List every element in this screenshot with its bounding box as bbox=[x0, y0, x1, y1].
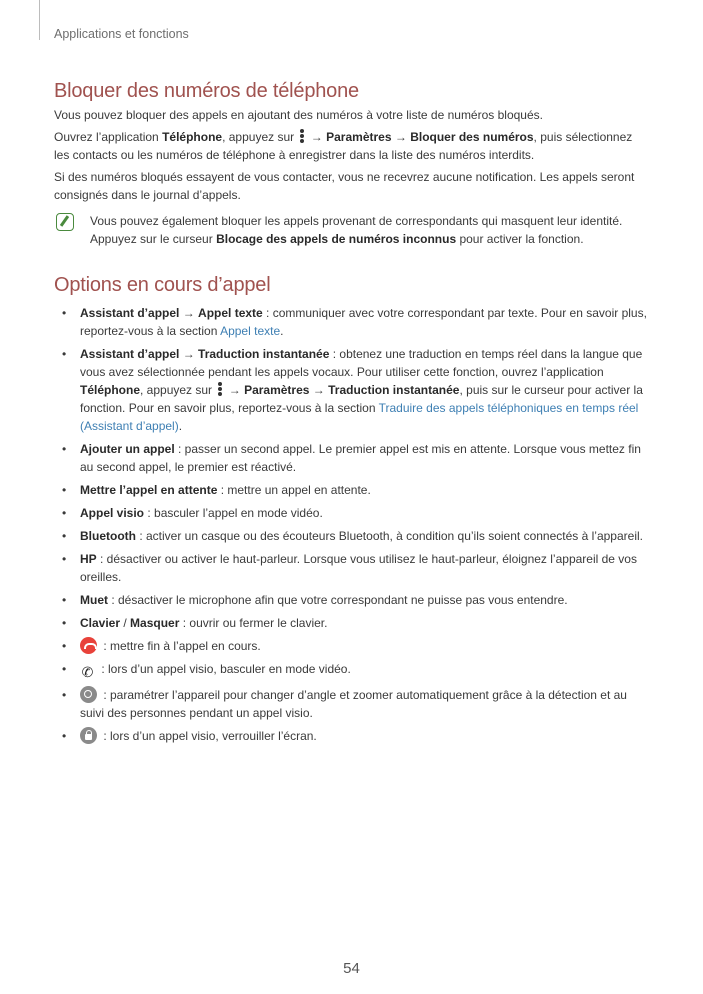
list-item: • ✆ : lors d’un appel visio, basculer en mode vidéo. bbox=[54, 660, 648, 681]
page-number: 54 bbox=[343, 960, 360, 977]
list-item: • HP : désactiver ou activer le haut-parleur. Lorsque vous utilisez le haut-parleur, éloignez l’appareil de vos oreilles. bbox=[54, 550, 648, 586]
list-item: • Assistant d’appel → Appel texte : communiquer avec votre correspondant par texte. Pour en savoir plus, reportez-vous à la section Appel texte. bbox=[54, 304, 648, 340]
list-item: • Muet : désactiver le microphone afin que votre correspondant ne puisse pas vous entendre. bbox=[54, 591, 648, 609]
link-appel-texte[interactable]: Appel texte bbox=[220, 324, 281, 338]
list-item: • : lors d’un appel visio, verrouiller l’écran. bbox=[54, 727, 648, 745]
paragraph: Ouvrez l’application Téléphone, appuyez sur → Paramètres → Bloquer des numéros, puis sélectionnez les contacts ou les numéros de téléphone à enregistrer dans la liste des numéros interdits. bbox=[54, 130, 633, 162]
page-content bbox=[54, 82, 648, 750]
lock-icon bbox=[80, 727, 97, 744]
phone-icon: ✆ bbox=[81, 664, 94, 680]
link-traduire-appels[interactable]: Traduire des appels téléphoniques en temps réel (Assistant d’appel) bbox=[80, 401, 639, 433]
section-header: Applications et fonctions bbox=[54, 27, 189, 41]
paragraph: Vous pouvez bloquer des appels en ajoutant des numéros à votre liste de numéros bloqués. bbox=[54, 108, 543, 122]
end-call-icon bbox=[80, 637, 97, 654]
list-item: • Clavier / Masquer : ouvrir ou fermer le clavier. bbox=[54, 614, 648, 632]
more-options-icon bbox=[217, 382, 223, 396]
list-item: • : mettre fin à l’appel en cours. bbox=[54, 637, 648, 655]
more-options-icon bbox=[299, 129, 305, 143]
note-icon bbox=[56, 213, 74, 231]
header-rule bbox=[39, 0, 40, 40]
options-list bbox=[54, 304, 648, 745]
list-item: • Ajouter un appel : passer un second appel. Le premier appel est mis en attente. Lorsque vous mettez fin au second appel, le premier est réactivé. bbox=[54, 440, 648, 476]
list-item: • Appel visio : basculer l’appel en mode vidéo. bbox=[54, 504, 648, 522]
paragraph: Si des numéros bloqués essayent de vous contacter, vous ne recevrez aucune notification. Les appels seront consignés dans le journal d’appels. bbox=[54, 170, 635, 202]
list-item: • Assistant d’appel → Traduction instantanée : obtenez une traduction en temps réel dans la langue que vous avez sélectionnée pendant les appels vocaux. Pour utiliser cette fonction, ouvrez l’application Téléphone, appuyez sur → Paramètres → Traduction instantanée, puis sur le curseur pour activer la fonction. Pour en savoir plus, reportez-vous à la section Traduire des appels téléphoniques en temps réel (Assistant d’appel). bbox=[54, 345, 648, 435]
list-item: • Mettre l’appel en attente : mettre un appel en attente. bbox=[54, 481, 648, 499]
note: Vous pouvez également bloquer les appels provenant de correspondants qui masquent leur identité. Appuyez sur le curseur Blocage des appels de numéros inconnus pour activer la fonction. bbox=[54, 212, 648, 248]
list-item: • Bluetooth : activer un casque ou des écouteurs Bluetooth, à condition qu’ils soient connectés à l’appareil. bbox=[54, 527, 648, 545]
call-options-title: Options en cours d’appel bbox=[54, 274, 271, 296]
block-numbers-title: Bloquer des numéros de téléphone bbox=[54, 80, 359, 102]
list-item: • : paramétrer l’appareil pour changer d’angle et zoomer automatiquement grâce à la détection et au suivi des personnes pendant un appel visio. bbox=[54, 686, 648, 722]
auto-framing-icon bbox=[80, 686, 97, 703]
